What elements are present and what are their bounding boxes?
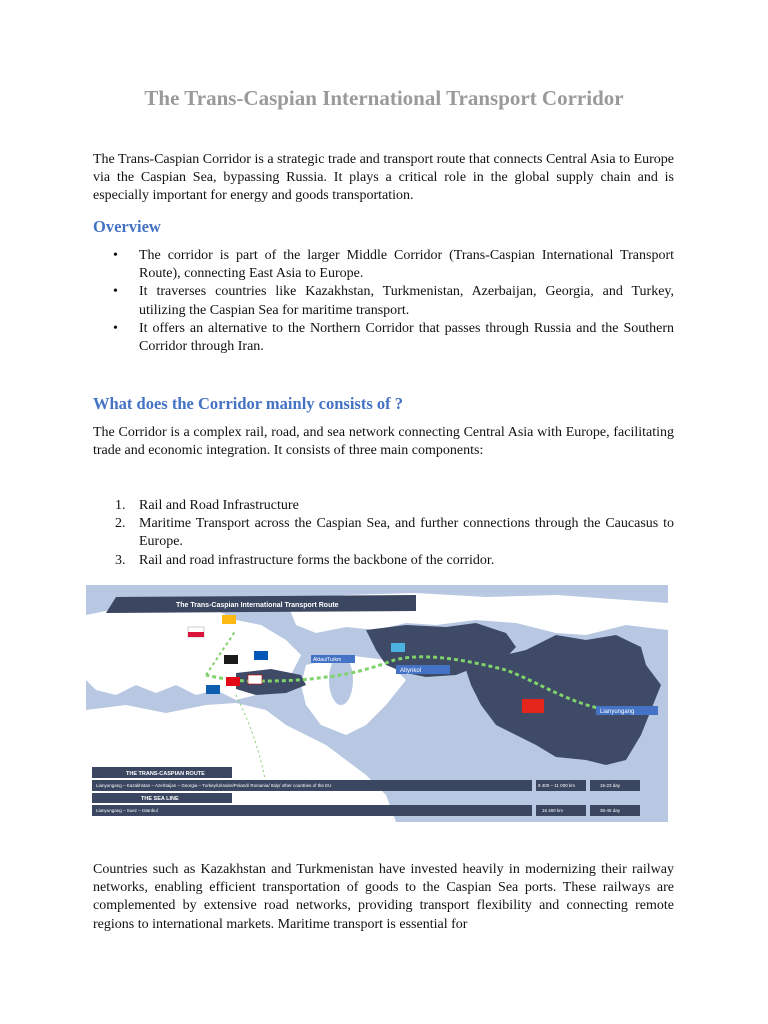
route-map-image [86,585,668,822]
list-number: 1. [115,498,126,513]
list-item [93,515,674,551]
flag-turkey-icon [226,677,240,686]
legend-route-days: 15-23 day [600,783,621,788]
legend-route-text: Lianyungang – Kazakhstan – Azerbaijan – Georgia – Turkey/Ukraine/Poland/ Romania/ Italy/ other countries of the EU [96,783,332,788]
list-number: 3. [115,552,126,568]
list-number: 2. [115,516,126,532]
consists-paragraph: The Corridor is a complex rail, road, and sea network connecting Central Asia with Europe, facilitating trade and economic integration. It consists of three main components: [93,425,674,459]
list-item: • It traverses countries like Kazakhstan, Turkmenistan, Azerbaijan, Georgia, and Turkey, utilizing the Caspian Sea for maritime transport. [93,283,674,319]
flag-germany-icon [224,655,238,664]
city-aktau-label: Aktau/Turkm [313,657,342,663]
components-list [93,497,674,570]
flag-ukraine-icon [254,651,268,660]
city-lianyungang-label: Lianyungang [600,709,635,715]
list-text: Rail and Road Infrastructure [139,498,299,513]
legend-route-title: THE TRANS-CASPIAN ROUTE [126,771,205,777]
consists-heading: What does the Corridor mainly consists of ? [93,394,403,413]
legend-route-distance: 9 400 – 11 000 km [538,783,575,788]
closing-paragraph: Countries such as Kazakhstan and Turkmenistan have invested heavily in modernizing their railway networks, enabling efficient transportation of goods to the Caspian Sea ports. These railways are complemented by extensive road networks, providing transport flexibility and connecting remote regions to international markets. Maritime transport is essential for [93,862,674,932]
flag-poland-red-icon [188,632,204,637]
flag-lithuania-icon [222,615,236,624]
overview-heading: Overview [93,217,161,236]
legend-sea-distance: 16 400 km [542,808,564,813]
intro-paragraph: The Trans-Caspian Corridor is a strategic trade and transport route that connects Central Asia to Europe via the Caspian Sea, bypassing Russia. It plays a critical role in the global supply chain and is especially important for energy and goods transportation. [93,152,674,204]
map-banner-text: The Trans-Caspian International Transport Route [176,602,339,609]
list-item: • The corridor is part of the larger Middle Corridor (Trans-Caspian International Transport Route), connecting East Asia to Europe. [93,247,674,283]
list-item [93,552,674,570]
flag-china-icon [522,699,544,713]
flag-kazakhstan-icon [391,643,405,652]
list-text: Rail and road infrastructure forms the backbone of the corridor. [139,552,495,568]
list-item: • It offers an alternative to the Northern Corridor that passes through Russia and the Southern Corridor through Iran. [93,320,674,356]
city-altynkol-label: Altynkol [400,668,422,674]
legend-sea-title: THE SEA LINE [141,796,179,802]
flag-greece-icon [206,685,220,694]
legend-sea-bar [92,805,532,816]
page-title: The Trans-Caspian International Transport Corridor [144,86,624,110]
overview-list [93,247,674,356]
legend-sea-text: Lianyungang – Suez – Istanbul [96,808,158,813]
list-item [93,497,674,515]
legend-sea-days: 35-45 day [600,808,621,813]
list-text: Maritime Transport across the Caspian Sea, and further connections through the Caucasus to Europe. [139,516,674,550]
flag-georgia-icon [248,675,262,684]
